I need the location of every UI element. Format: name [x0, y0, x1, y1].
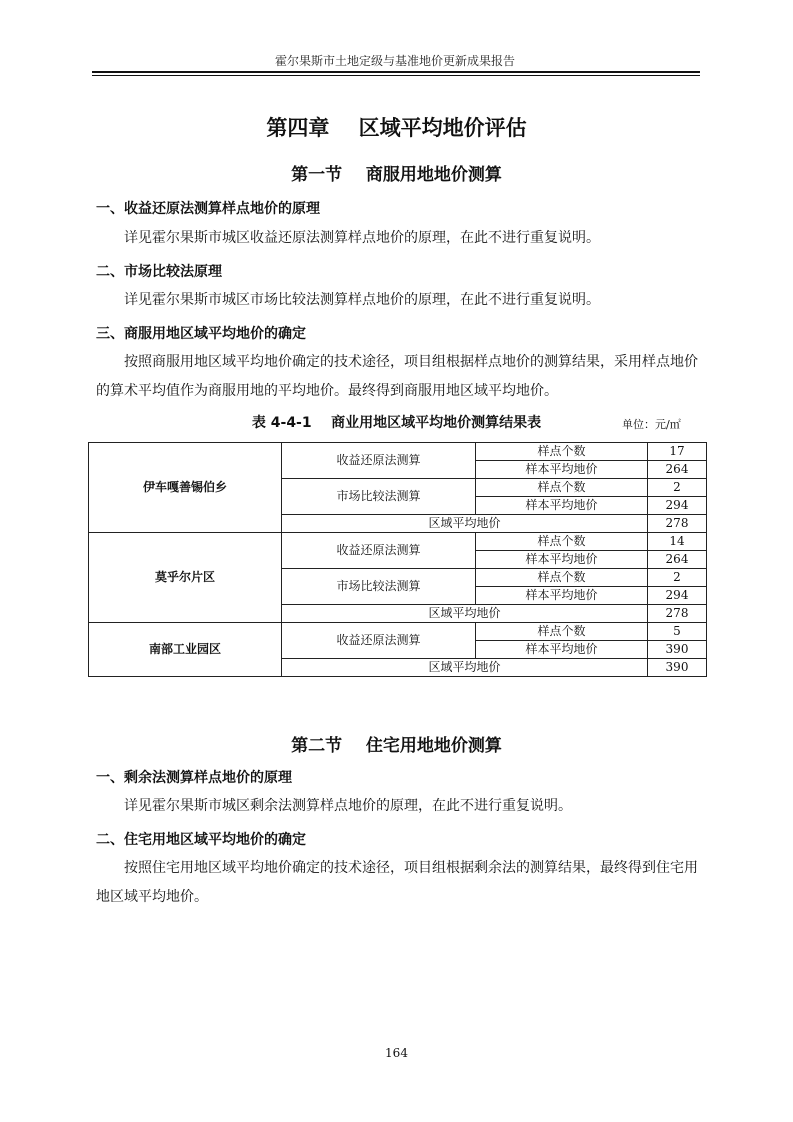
subheading-income-method: 一、收益还原法测算样点地价的原理	[96, 201, 320, 217]
method-cell: 市场比较法测算	[282, 569, 476, 605]
table-unit: 单位：元/㎡	[622, 418, 681, 431]
header-rule-thin	[92, 75, 700, 76]
subheading-commercial-average: 三、商服用地区域平均地价的确定	[96, 326, 306, 342]
metric-label-cell: 样本平均地价	[476, 461, 648, 479]
method-cell: 收益还原法测算	[282, 533, 476, 569]
metric-label-cell: 样本平均地价	[476, 587, 648, 605]
metric-label-cell: 样点个数	[476, 623, 648, 641]
value-cell: 17	[648, 443, 707, 461]
value-cell: 2	[648, 569, 707, 587]
value-cell: 5	[648, 623, 707, 641]
metric-label-cell: 样本平均地价	[476, 641, 648, 659]
method-cell: 收益还原法测算	[282, 623, 476, 659]
paragraph-text: 详见霍尔果斯市城区收益还原法测算样点地价的原理，在此不进行重复说明。	[124, 230, 600, 246]
metric-label-cell: 样点个数	[476, 533, 648, 551]
value-cell: 294	[648, 497, 707, 515]
metric-label-cell: 样点个数	[476, 443, 648, 461]
method-cell: 市场比较法测算	[282, 479, 476, 515]
value-cell: 278	[648, 605, 707, 623]
metric-label-cell: 样点个数	[476, 479, 648, 497]
region-cell: 南部工业园区	[89, 623, 282, 677]
metric-label-cell: 样本平均地价	[476, 551, 648, 569]
subheading-residual-method: 一、剩余法测算样点地价的原理	[96, 770, 292, 786]
page-number: 164	[385, 1046, 408, 1060]
value-cell: 390	[648, 659, 707, 677]
table-row	[89, 533, 707, 551]
table-row	[89, 623, 707, 641]
paragraph-text: 详见霍尔果斯市城区剩余法测算样点地价的原理，在此不进行重复说明。	[124, 798, 572, 814]
table-caption: 表 4-4-1 商业用地区域平均地价测算结果表	[251, 415, 542, 431]
section-title-residential: 第二节 住宅用地地价测算	[291, 736, 502, 756]
header-rule	[92, 71, 700, 73]
paragraph-text: 详见霍尔果斯市城区市场比较法测算样点地价的原理，在此不进行重复说明。	[124, 292, 600, 308]
region-cell: 伊车嘎善锡伯乡	[89, 443, 282, 533]
value-cell: 264	[648, 461, 707, 479]
regional-average-label-cell: 区域平均地价	[282, 659, 648, 677]
region-cell: 莫乎尔片区	[89, 533, 282, 623]
subheading-residential-average: 二、住宅用地区域平均地价的确定	[96, 832, 306, 848]
value-cell: 390	[648, 641, 707, 659]
value-cell: 264	[648, 551, 707, 569]
paragraph-residual-method	[96, 792, 704, 821]
method-cell: 收益还原法测算	[282, 443, 476, 479]
regional-average-label-cell: 区域平均地价	[282, 515, 648, 533]
paragraph-residential-average: 按照住宅用地区域平均地价确定的技术途径，项目组根据剩余法的测算结果，最终得到住宅用地区域平均地价。	[96, 860, 698, 905]
value-cell: 2	[648, 479, 707, 497]
paragraph-market-method	[96, 286, 704, 315]
value-cell: 278	[648, 515, 707, 533]
regional-average-label-cell: 区域平均地价	[282, 605, 648, 623]
value-cell: 14	[648, 533, 707, 551]
subheading-market-method: 二、市场比较法原理	[96, 264, 222, 280]
paragraph-income-method	[96, 224, 704, 253]
result-table	[88, 442, 707, 677]
metric-label-cell: 样本平均地价	[476, 497, 648, 515]
metric-label-cell: 样点个数	[476, 569, 648, 587]
paragraph-commercial-average: 按照商服用地区域平均地价确定的技术途径，项目组根据样点地价的测算结果，采用样点地价的算术平均值作为商服用地的平均地价。最终得到商服用地区域平均地价。	[96, 354, 698, 399]
table-row	[89, 443, 707, 461]
value-cell: 294	[648, 587, 707, 605]
chapter-title: 第四章 区域平均地价评估	[266, 116, 527, 140]
running-header: 霍尔果斯市土地定级与基准地价更新成果报告	[274, 54, 515, 68]
section-title-commercial: 第一节 商服用地地价测算	[291, 165, 502, 185]
